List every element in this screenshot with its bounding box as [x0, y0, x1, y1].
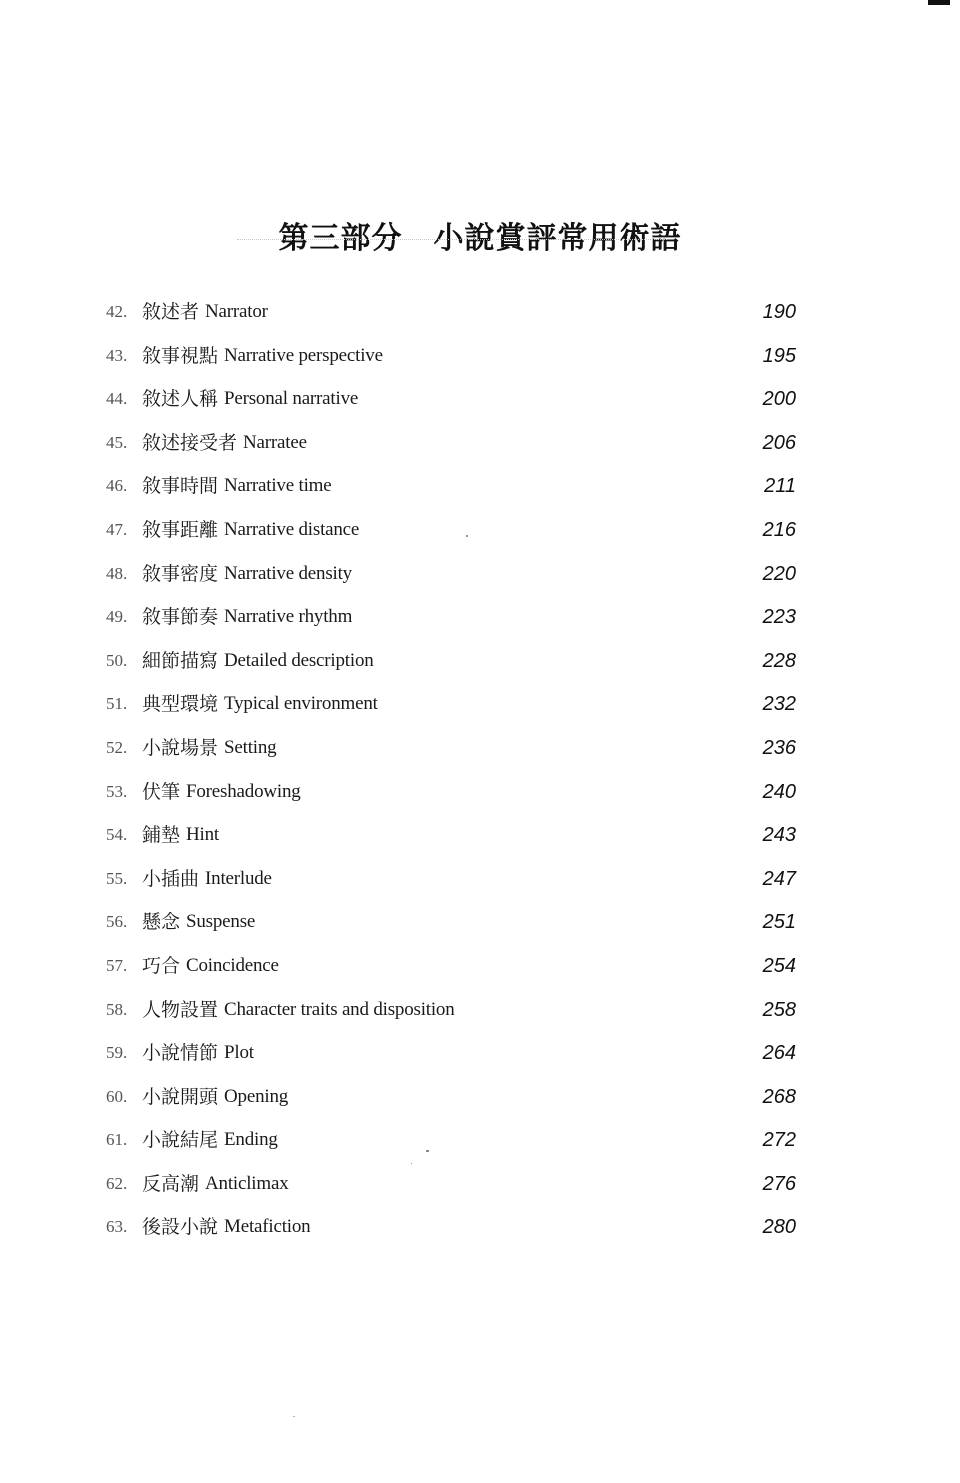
entry-title-zh: 敘事時間	[142, 475, 219, 498]
entry-title-en: Narratee	[243, 431, 307, 453]
entry-number: 57.	[106, 955, 128, 975]
entry-title-zh: 敘述人稱	[142, 388, 219, 411]
entry-title-zh: 敘事節奏	[142, 606, 219, 629]
entry-number: 49.	[106, 607, 128, 627]
entry-page-number: 240	[762, 780, 796, 803]
toc-entry[interactable]	[106, 602, 796, 646]
entry-page-number: 195	[762, 344, 796, 367]
entry-title-zh: 小說開頭	[142, 1085, 219, 1108]
entry-title-en: Foreshadowing	[186, 780, 301, 802]
entry-number: 60.	[106, 1086, 128, 1106]
scan-speck	[466, 535, 468, 537]
entry-number: 42.	[106, 302, 128, 321]
toc-entry[interactable]	[106, 1169, 796, 1213]
entry-title-en: Narrative time	[224, 475, 332, 497]
entry-page-number: 223	[762, 606, 796, 629]
toc-entry[interactable]	[106, 820, 796, 864]
toc-entry[interactable]	[106, 951, 796, 995]
entry-number: 50.	[106, 650, 128, 670]
entry-page-number: 220	[762, 562, 796, 585]
entry-page-number: 190	[762, 301, 796, 323]
toc-entry[interactable]	[106, 471, 796, 515]
entry-title-zh: 小說場景	[142, 736, 219, 759]
entry-title-zh: 小說情節	[142, 1042, 219, 1065]
toc-entry[interactable]	[106, 1082, 796, 1126]
entry-title-en: Coincidence	[186, 954, 279, 976]
toc-entry[interactable]	[106, 384, 796, 428]
entry-title-en: Metafiction	[224, 1216, 311, 1238]
entry-title-zh: 人物設置	[142, 998, 219, 1021]
entry-title-en: Detailed description	[224, 649, 374, 671]
entry-title-zh: 敘述接受者	[142, 431, 238, 454]
entry-title-zh: 敘事密度	[142, 562, 219, 585]
entry-title-en: Narrative distance	[224, 518, 360, 540]
entry-title-zh: 敘事距離	[142, 518, 219, 541]
scan-speck	[411, 1163, 412, 1164]
entry-number: 47.	[106, 519, 128, 539]
entry-page-number: 216	[762, 518, 796, 541]
entry-title-en: Anticlimax	[205, 1172, 289, 1194]
entry-title-en: Opening	[224, 1085, 289, 1107]
table-of-contents	[106, 297, 796, 1256]
scan-speck	[293, 1416, 295, 1417]
entry-title-en: Narrative density	[224, 562, 352, 584]
entry-title-zh: 懸念	[142, 911, 181, 934]
entry-number: 48.	[106, 563, 128, 583]
entry-page-number: 200	[762, 388, 796, 411]
entry-page-number: 247	[762, 867, 796, 890]
entry-number: 54.	[106, 825, 128, 845]
entry-page-number: 280	[762, 1216, 796, 1239]
entry-title-zh: 敘述者	[142, 301, 200, 323]
entry-title-zh: 細節描寫	[142, 649, 219, 672]
entry-title-en: Plot	[224, 1042, 254, 1064]
entry-title-zh: 後設小說	[142, 1216, 219, 1239]
toc-entry[interactable]	[106, 689, 796, 733]
toc-entry[interactable]	[106, 1125, 796, 1169]
entry-page-number: 251	[762, 911, 796, 934]
entry-number: 44.	[106, 389, 128, 409]
entry-page-number: 228	[762, 649, 796, 672]
entry-title-zh: 小說結尾	[142, 1129, 219, 1152]
entry-page-number: 272	[762, 1129, 796, 1152]
page-title: 第三部分 小說賞評常用術語	[278, 221, 682, 257]
scan-corner-mark	[928, 0, 950, 5]
entry-page-number: 243	[762, 824, 796, 847]
entry-title-en: Ending	[224, 1129, 278, 1151]
toc-entry[interactable]	[106, 428, 796, 472]
toc-entry[interactable]	[106, 646, 796, 690]
entry-title-zh: 典型環境	[142, 693, 219, 716]
entry-number: 61.	[106, 1130, 128, 1150]
entry-title-zh: 巧合	[142, 954, 181, 977]
entry-title-zh: 伏筆	[142, 780, 181, 803]
entry-number: 59.	[106, 1043, 128, 1063]
entry-title-en: Typical environment	[224, 693, 378, 715]
entry-title-zh: 鋪墊	[142, 824, 181, 847]
entry-number: 58.	[106, 999, 128, 1019]
entry-title-en: Narrative perspective	[224, 344, 383, 366]
entry-number: 56.	[106, 912, 128, 932]
entry-number: 51.	[106, 694, 128, 714]
entry-number: 62.	[106, 1173, 128, 1193]
entry-page-number: 232	[762, 693, 796, 716]
toc-entry[interactable]	[106, 559, 796, 603]
entry-title-en: Hint	[186, 824, 219, 846]
title-underline-divider	[237, 239, 667, 240]
toc-entry[interactable]	[106, 864, 796, 908]
entry-title-en: Narrative rhythm	[224, 606, 353, 628]
toc-entry[interactable]	[106, 995, 796, 1039]
toc-entry[interactable]	[106, 777, 796, 821]
entry-page-number: 254	[762, 954, 796, 977]
entry-number: 46.	[106, 476, 128, 496]
entry-number: 63.	[106, 1217, 128, 1237]
entry-number: 53.	[106, 781, 128, 801]
entry-title-en: Narrator	[205, 301, 268, 322]
entry-title-zh: 反高潮	[142, 1172, 200, 1195]
toc-entry[interactable]	[106, 1212, 796, 1256]
entry-number: 52.	[106, 737, 128, 757]
toc-entry[interactable]	[106, 1038, 796, 1082]
entry-title-en: Interlude	[205, 867, 272, 889]
entry-number: 45.	[106, 432, 128, 452]
entry-page-number: 211	[764, 475, 796, 498]
entry-title-zh: 小插曲	[142, 867, 200, 890]
entry-title-en: Character traits and disposition	[224, 998, 455, 1020]
entry-number: 43.	[106, 345, 128, 365]
entry-page-number: 258	[762, 998, 796, 1021]
toc-entry[interactable]	[106, 733, 796, 777]
toc-entry[interactable]	[106, 341, 796, 385]
entry-page-number: 268	[762, 1085, 796, 1108]
entry-title-en: Personal narrative	[224, 388, 359, 410]
entry-page-number: 236	[762, 736, 796, 759]
entry-title-en: Suspense	[186, 911, 256, 933]
toc-entry[interactable]	[106, 515, 796, 559]
toc-entry[interactable]	[106, 907, 796, 951]
entry-page-number: 264	[762, 1042, 796, 1065]
entry-title-zh: 敘事視點	[142, 344, 219, 367]
entry-title-en: Setting	[224, 736, 277, 758]
entry-number: 55.	[106, 868, 128, 888]
entry-page-number: 276	[762, 1172, 796, 1195]
entry-page-number: 206	[762, 431, 796, 454]
toc-entry[interactable]	[106, 297, 796, 341]
scan-speck	[426, 1150, 429, 1152]
